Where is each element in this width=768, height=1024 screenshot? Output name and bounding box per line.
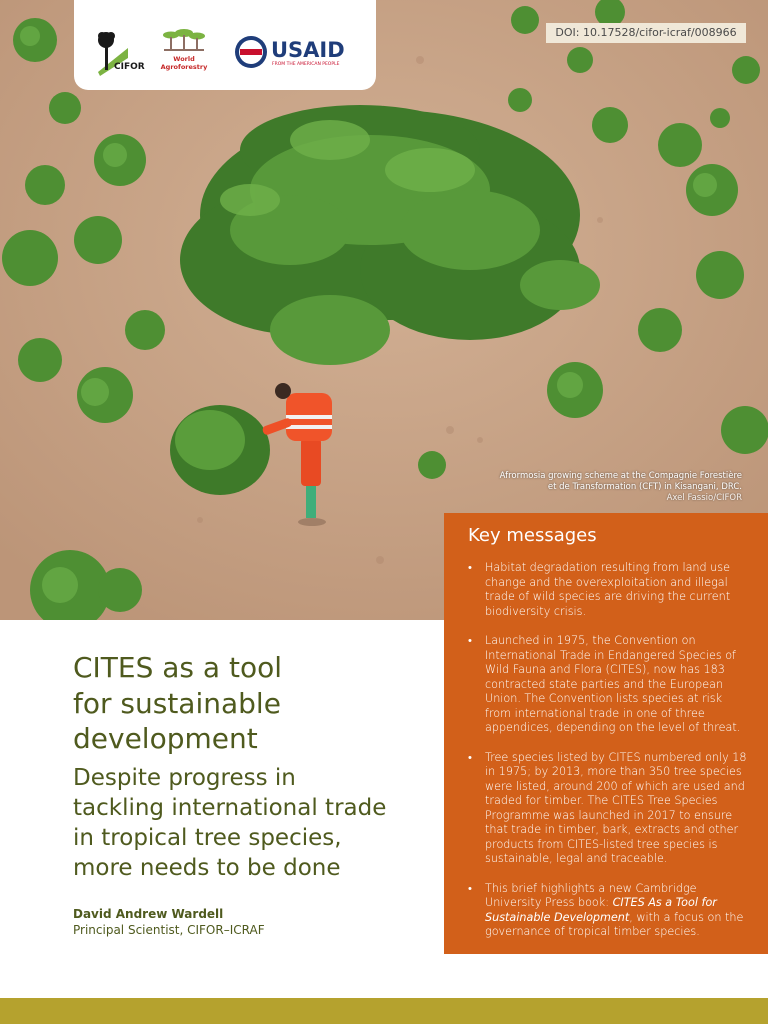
list-item (468, 882, 748, 940)
list-item: • Tree species listed by CITES numbered only 18 in 1975; by 2013, more than 350 tree species were listed, around 200 of which are used and traded for timber. The CITES Tree Species Programme was launched in 2017 to ensure that trade in timber, bark, extracts and other products from CITES-listed tree species is sustainable, legal and traceable. (468, 751, 748, 867)
key-messages-panel (444, 513, 768, 954)
footer-bar (0, 998, 768, 1024)
doi-label: DOI: 10.17528/cifor-icraf/008966 (546, 23, 746, 43)
list-item-text: This brief highlights a new Cambridge University Press book: (485, 881, 697, 909)
photo-credit: Axel Fassio/CIFOR (666, 493, 742, 503)
page-subtitle (73, 763, 443, 883)
list-item: • Habitat degradation resulting from land use change and the overexploitation and illegal trade of wild species are driving the current biodiversity crisis. (468, 561, 748, 619)
svg-text:World: World (173, 55, 195, 63)
book-title: CITES As a Tool for Sustainable Development (485, 896, 717, 924)
svg-text:Agroforestry: Agroforestry (160, 63, 208, 71)
world-agroforestry-logo (161, 29, 208, 71)
usaid-logo (235, 36, 345, 68)
partner-logos (74, 0, 376, 90)
subtitle-line: more needs to be done (73, 855, 341, 881)
cifor-logo (98, 32, 145, 76)
caption-line: et de Transformation (CFT) in Kisangani, DRC. (547, 482, 742, 492)
svg-text:CIFOR: CIFOR (114, 62, 145, 72)
page-title (73, 650, 433, 757)
svg-text:FROM THE AMERICAN PEOPLE: FROM THE AMERICAN PEOPLE (272, 62, 340, 67)
subtitle-line: in tropical tree species, (73, 825, 342, 851)
author-name: David Andrew Wardell (73, 907, 224, 921)
svg-text:USAID: USAID (271, 38, 345, 62)
key-messages-heading: Key messages (468, 525, 597, 546)
title-line: CITES as a tool (73, 651, 283, 684)
photo-caption (442, 471, 742, 504)
author-role: Principal Scientist, CIFOR–ICRAF (73, 923, 265, 937)
list-item-text: , with a focus on the governance of tropical timber species. (485, 910, 744, 938)
title-line: for sustainable (73, 686, 281, 720)
key-messages-list (468, 561, 748, 955)
list-item: • Launched in 1975, the Convention on International Trade in Endangered Species of Wild Fauna and Flora (CITES), now has 183 contracted state parties and the European Union. The Convention lists species at risk from international trade in one of three appendices, depending on the level of threat. (468, 634, 748, 736)
caption-line: Afrormosia growing scheme at the Compagnie Forestière (499, 471, 742, 481)
subtitle-line: tackling international trade (73, 795, 387, 821)
subtitle-line: Despite progress in (73, 765, 296, 791)
title-line: development (73, 722, 258, 755)
